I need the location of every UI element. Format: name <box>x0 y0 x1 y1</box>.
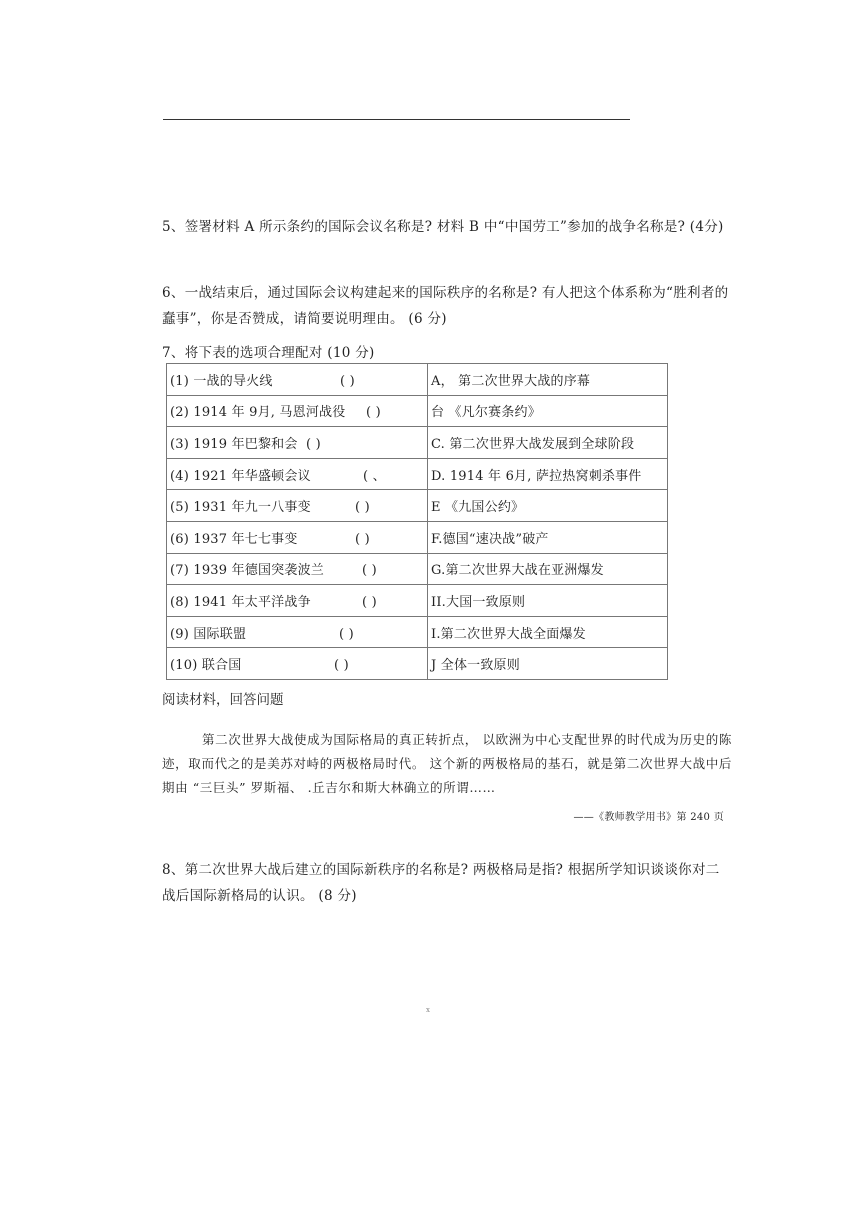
left-item: (7) 1939 年德国突袭波兰 <box>170 563 324 579</box>
left-item: (4) 1921 年华盛顿会议 <box>170 468 311 484</box>
answer-blank: ( ) <box>355 500 370 516</box>
right-option: 台 《凡尔赛条约》 <box>428 395 668 427</box>
right-option: J 全体一致原则 <box>428 648 668 680</box>
answer-blank: ( ) <box>334 658 349 674</box>
left-cell <box>167 648 428 680</box>
left-item: (9) 国际联盟 <box>170 626 247 642</box>
left-cell <box>167 521 428 553</box>
left-item: (5) 1931 年九一八事变 <box>170 500 311 516</box>
left-item: (8) 1941 年太平洋战争 <box>170 594 311 610</box>
table-row <box>167 616 668 648</box>
table-row <box>167 427 668 459</box>
right-option: I.第二次世界大战全面爆发 <box>428 616 668 648</box>
table-row <box>167 553 668 585</box>
left-item: (1) 一战的导火线 <box>170 373 273 389</box>
right-option: II.大国一致原则 <box>428 585 668 617</box>
left-item: (3) 1919 年巴黎和会 <box>170 436 298 452</box>
right-option: C. 第二次世界大战发展到全球阶段 <box>428 427 668 459</box>
answer-blank: ( ) <box>362 563 377 579</box>
table-row <box>167 490 668 522</box>
left-item: (6) 1937 年七七事变 <box>170 531 298 547</box>
left-cell <box>167 395 428 427</box>
table-row <box>167 395 668 427</box>
table-row <box>167 458 668 490</box>
left-cell <box>167 458 428 490</box>
question-8: 8、第二次世界大战后建立的国际新秩序的名称是? 两极格局是指? 根据所学知识谈谈你对二战后国际新格局的认识。 (8 分) <box>162 862 720 904</box>
answer-blank: ( 、 <box>363 468 386 484</box>
answer-blank: ( ) <box>355 531 370 547</box>
reading-passage <box>162 728 732 800</box>
question-6: 6、一战结束后，通过国际会议构建起来的国际秩序的名称是? 有人把这个体系称为“胜利者的蠢事”，你是否赞成，请简要说明理由。 (6 分) <box>162 285 729 327</box>
right-option: E 《九国公约》 <box>428 490 668 522</box>
question-5: 5、签署材料 A 所示条约的国际会议名称是? 材料 B 中“中国劳工”参加的战争名称是? (4分) <box>162 219 724 235</box>
answer-blank: ( ) <box>339 626 354 642</box>
top-rule <box>163 119 630 120</box>
left-cell <box>167 553 428 585</box>
passage-source: ——《教师教学用书》第 240 页 <box>573 812 724 823</box>
answer-blank: ( ) <box>366 405 381 421</box>
question-7: 7、将下表的选项合理配对 (10 分) <box>162 345 375 361</box>
right-option: G.第二次世界大战在亚洲爆发 <box>428 553 668 585</box>
right-option: A， 第二次世界大战的序幕 <box>428 364 668 396</box>
table-row <box>167 364 668 396</box>
answer-blank: ( ) <box>362 594 377 610</box>
left-cell <box>167 427 428 459</box>
right-option: D. 1914 年 6月, 萨拉热窝刺杀事件 <box>428 458 668 490</box>
table-row <box>167 521 668 553</box>
left-cell <box>167 616 428 648</box>
left-item: (10) 联合国 <box>170 658 242 674</box>
left-cell <box>167 490 428 522</box>
table-row <box>167 585 668 617</box>
reading-title: 阅读材料，回答问题 <box>162 692 284 708</box>
answer-blank: ( ) <box>340 373 355 389</box>
answer-blank: ( ) <box>306 436 321 452</box>
right-option: F.德国“速决战”破产 <box>428 521 668 553</box>
page-mark: x <box>426 1006 430 1014</box>
matching-table <box>166 363 668 680</box>
passage-text: 第二次世界大战使成为国际格局的真正转折点， 以欧洲为中心支配世界的时代成为历史的陈迹，取而代之的是美苏对峙的两极格局时代。 这个新的两极格局的基石，就是第二次世界大战中后期由 “三巨头” 罗斯福、 .丘吉尔和斯大林确立的所谓…… <box>162 732 732 795</box>
table-row <box>167 648 668 680</box>
left-cell <box>167 364 428 396</box>
left-item: (2) 1914 年 9月, 马恩河战役 <box>170 405 346 421</box>
left-cell <box>167 585 428 617</box>
